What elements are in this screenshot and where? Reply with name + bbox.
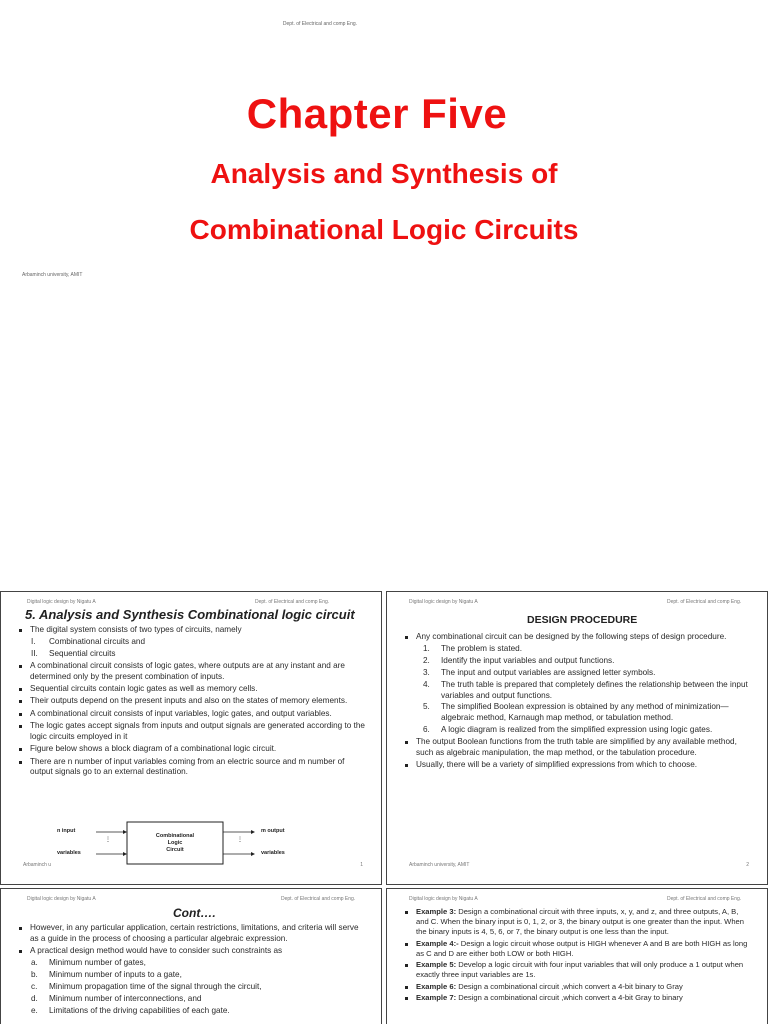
slide-3 bbox=[0, 888, 382, 1024]
slide-title: Cont…. bbox=[173, 906, 216, 920]
input-arrowhead-2 bbox=[123, 852, 127, 856]
output-arrowhead-1 bbox=[251, 830, 255, 834]
list-item bbox=[17, 649, 367, 660]
example-item bbox=[403, 993, 753, 1003]
step-marker: 1. bbox=[423, 644, 430, 654]
example-label: Example 5: bbox=[416, 960, 457, 970]
constraint-item bbox=[17, 982, 367, 993]
step-item bbox=[403, 668, 753, 679]
example-label: Example 7: bbox=[416, 993, 457, 1003]
step-item bbox=[403, 656, 753, 667]
example-item bbox=[403, 982, 753, 992]
slide-page-number: 1 bbox=[360, 862, 363, 869]
example-text: Develop a logic circuit with four input variables that will only produce a 1 output when exactly three input variables are 1s. bbox=[416, 960, 744, 980]
output-dots: ⋮ bbox=[237, 837, 243, 843]
step-text: The truth table is prepared that completely defines the relationship between the input variables and output functions. bbox=[441, 679, 748, 700]
step-item bbox=[403, 725, 753, 736]
constraint-marker: c. bbox=[31, 982, 38, 992]
example-text: Design a logic circuit whose output is HIGH whenever A and B are both HIGH as long as C and D are either both LOW or both HIGH. bbox=[416, 938, 748, 958]
slide-header-left: Digital logic design by Nigatu A bbox=[27, 599, 96, 605]
example-item bbox=[403, 939, 753, 959]
slide-footer: Arbaminch u bbox=[23, 862, 52, 869]
list-item-text: Sequential circuits bbox=[49, 649, 116, 659]
output-label-2: variables bbox=[261, 850, 285, 856]
bullet: Usually, there will be a variety of simplified expressions from which to choose. bbox=[403, 760, 753, 771]
step-marker: 3. bbox=[423, 667, 430, 677]
slide-header-right: Dept. of Electrical and comp Eng. bbox=[667, 599, 742, 605]
example-text: Design a combinational circuit with three inputs, x, y, and z, and three outputs, A, B, and C. When the binary input is 0, 1, 2, or 3, the binary output is one greater than the input. When the binary inputs is 4, 5, 6, or 7, the binary output is one less than the input. bbox=[416, 907, 744, 937]
bullet: A combinational circuit consists of input variables, logic gates, and output variables. bbox=[17, 709, 367, 720]
slide-body bbox=[17, 923, 367, 1018]
bullet: Figure below shows a block diagram of a combinational logic circuit. bbox=[17, 744, 367, 755]
input-arrowhead-1 bbox=[123, 830, 127, 834]
example-label: Example 3: bbox=[416, 907, 457, 916]
bullet: A combinational circuit consists of logic gates, where outputs are at any instant and are determined only by the present combination of inputs. bbox=[17, 661, 367, 683]
constraint-text: Minimum number of gates, bbox=[49, 958, 146, 968]
constraint-text: Minimum number of interconnections, and bbox=[49, 993, 202, 1003]
input-dots: ⋮ bbox=[105, 837, 111, 843]
step-item bbox=[403, 644, 753, 655]
constraint-text: Minimum propagation time of the signal through the circuit, bbox=[49, 982, 262, 992]
step-marker: 4. bbox=[423, 679, 430, 689]
slide-header-left: Digital logic design by Nigatu A bbox=[409, 599, 478, 605]
block-label-1: Combinational bbox=[155, 833, 195, 839]
example-label: Example 4:- bbox=[416, 938, 459, 948]
step-item bbox=[403, 680, 753, 702]
slide-header-right: Dept. of Electrical and comp Eng. bbox=[281, 896, 356, 902]
constraint-marker: a. bbox=[31, 958, 38, 968]
cover-university: Arbaminch university, AMIT bbox=[22, 272, 83, 278]
constraint-item bbox=[17, 1006, 367, 1017]
bullet: A practical design method would have to consider such constraints as bbox=[17, 946, 367, 957]
slide-page-number: 2 bbox=[746, 862, 749, 869]
slide-footer: Arbaminch university, AMIT bbox=[409, 862, 470, 869]
constraint-marker: d. bbox=[31, 993, 38, 1003]
slide-4 bbox=[386, 888, 768, 1024]
step-marker: 6. bbox=[423, 725, 430, 735]
slide-body bbox=[17, 625, 367, 780]
step-marker: 5. bbox=[423, 702, 430, 712]
constraint-item bbox=[17, 970, 367, 981]
input-label-2: variables bbox=[57, 850, 81, 856]
list-item bbox=[17, 637, 367, 648]
list-item-text: Combinational circuits and bbox=[49, 637, 146, 647]
slide-header-left: Digital logic design by Nigatu A bbox=[409, 896, 478, 902]
bullet: The digital system consists of two types of circuits, namely bbox=[17, 625, 367, 636]
constraint-item bbox=[17, 994, 367, 1005]
bullet: Any combinational circuit can be designed by the following steps of design procedure. bbox=[403, 632, 753, 643]
constraint-text: Limitations of the driving capabilities of each gate. bbox=[49, 1005, 230, 1015]
step-text: Identify the input variables and output functions. bbox=[441, 656, 615, 666]
list-marker: I. bbox=[31, 637, 36, 647]
example-label: Example 6: bbox=[416, 981, 457, 991]
bullet: Sequential circuits contain logic gates as well as memory cells. bbox=[17, 684, 367, 695]
chapter-subtitle-line-1: Analysis and Synthesis of bbox=[210, 158, 558, 189]
step-text: The problem is stated. bbox=[441, 644, 523, 654]
step-text: The simplified Boolean expression is obtained by any method of minimization—algebraic method, Karnaugh map method, or tabulation method. bbox=[441, 702, 729, 723]
chapter-subtitle-line-2: Combinational Logic Circuits bbox=[189, 214, 579, 245]
example-text: Design a combinational circuit ,which convert a 4-bit binary to Gray bbox=[456, 981, 683, 991]
constraint-marker: b. bbox=[31, 970, 38, 980]
block-label-2: Logic bbox=[167, 840, 183, 846]
slide-header-left: Digital logic design by Nigatu A bbox=[27, 896, 96, 902]
slide-1 bbox=[0, 591, 382, 885]
constraint-item bbox=[17, 958, 367, 969]
slide-body bbox=[403, 907, 753, 1005]
example-item bbox=[403, 907, 753, 937]
cover-department: Dept. of Electrical and comp Eng. bbox=[282, 21, 358, 27]
slide-title: 5. Analysis and Synthesis Combinational logic circuit bbox=[25, 607, 355, 622]
block-diagram bbox=[41, 820, 311, 866]
list-marker: II. bbox=[31, 649, 38, 659]
slide-header-right: Dept. of Electrical and comp Eng. bbox=[667, 896, 742, 902]
block-label-3: Circuit bbox=[166, 847, 184, 853]
step-text: A logic diagram is realized from the simplified expression using logic gates. bbox=[441, 725, 713, 735]
output-arrowhead-2 bbox=[251, 852, 255, 856]
step-item bbox=[403, 702, 753, 724]
bullet: Their outputs depend on the present inputs and also on the states of memory elements. bbox=[17, 696, 367, 707]
slide-2 bbox=[386, 591, 768, 885]
constraint-marker: e. bbox=[31, 1005, 38, 1015]
input-label-1: n input bbox=[57, 828, 76, 834]
bullet: There are n number of input variables coming from an electric source and m number of output signals go to an external destination. bbox=[17, 757, 367, 779]
bullet: However, in any particular application, certain restrictions, limitations, and criteria will serve as a guide in the process of choosing a particular algebraic expression. bbox=[17, 923, 367, 945]
bullet: The output Boolean functions from the truth table are simplified by any available method, such as algebraic manipulation, the map method, or the tabulation procedure. bbox=[403, 737, 753, 759]
constraint-text: Minimum number of inputs to a gate, bbox=[49, 970, 182, 980]
example-item bbox=[403, 960, 753, 980]
chapter-title: Chapter Five bbox=[246, 90, 508, 137]
bullet: The logic gates accept signals from inputs and output signals are generated according to the logic circuits employed in it bbox=[17, 721, 367, 743]
example-text: Design a combinational circuit ,which convert a 4-bit Gray to binary bbox=[456, 993, 683, 1003]
step-marker: 2. bbox=[423, 656, 430, 666]
block-diagram-svg bbox=[41, 820, 311, 866]
step-text: The input and output variables are assigned letter symbols. bbox=[441, 667, 656, 677]
output-label-1: m output bbox=[261, 828, 285, 834]
slide-body bbox=[403, 632, 753, 772]
slide-title: DESIGN PROCEDURE bbox=[527, 614, 638, 626]
slide-header-right: Dept. of Electrical and comp Eng. bbox=[255, 599, 330, 605]
